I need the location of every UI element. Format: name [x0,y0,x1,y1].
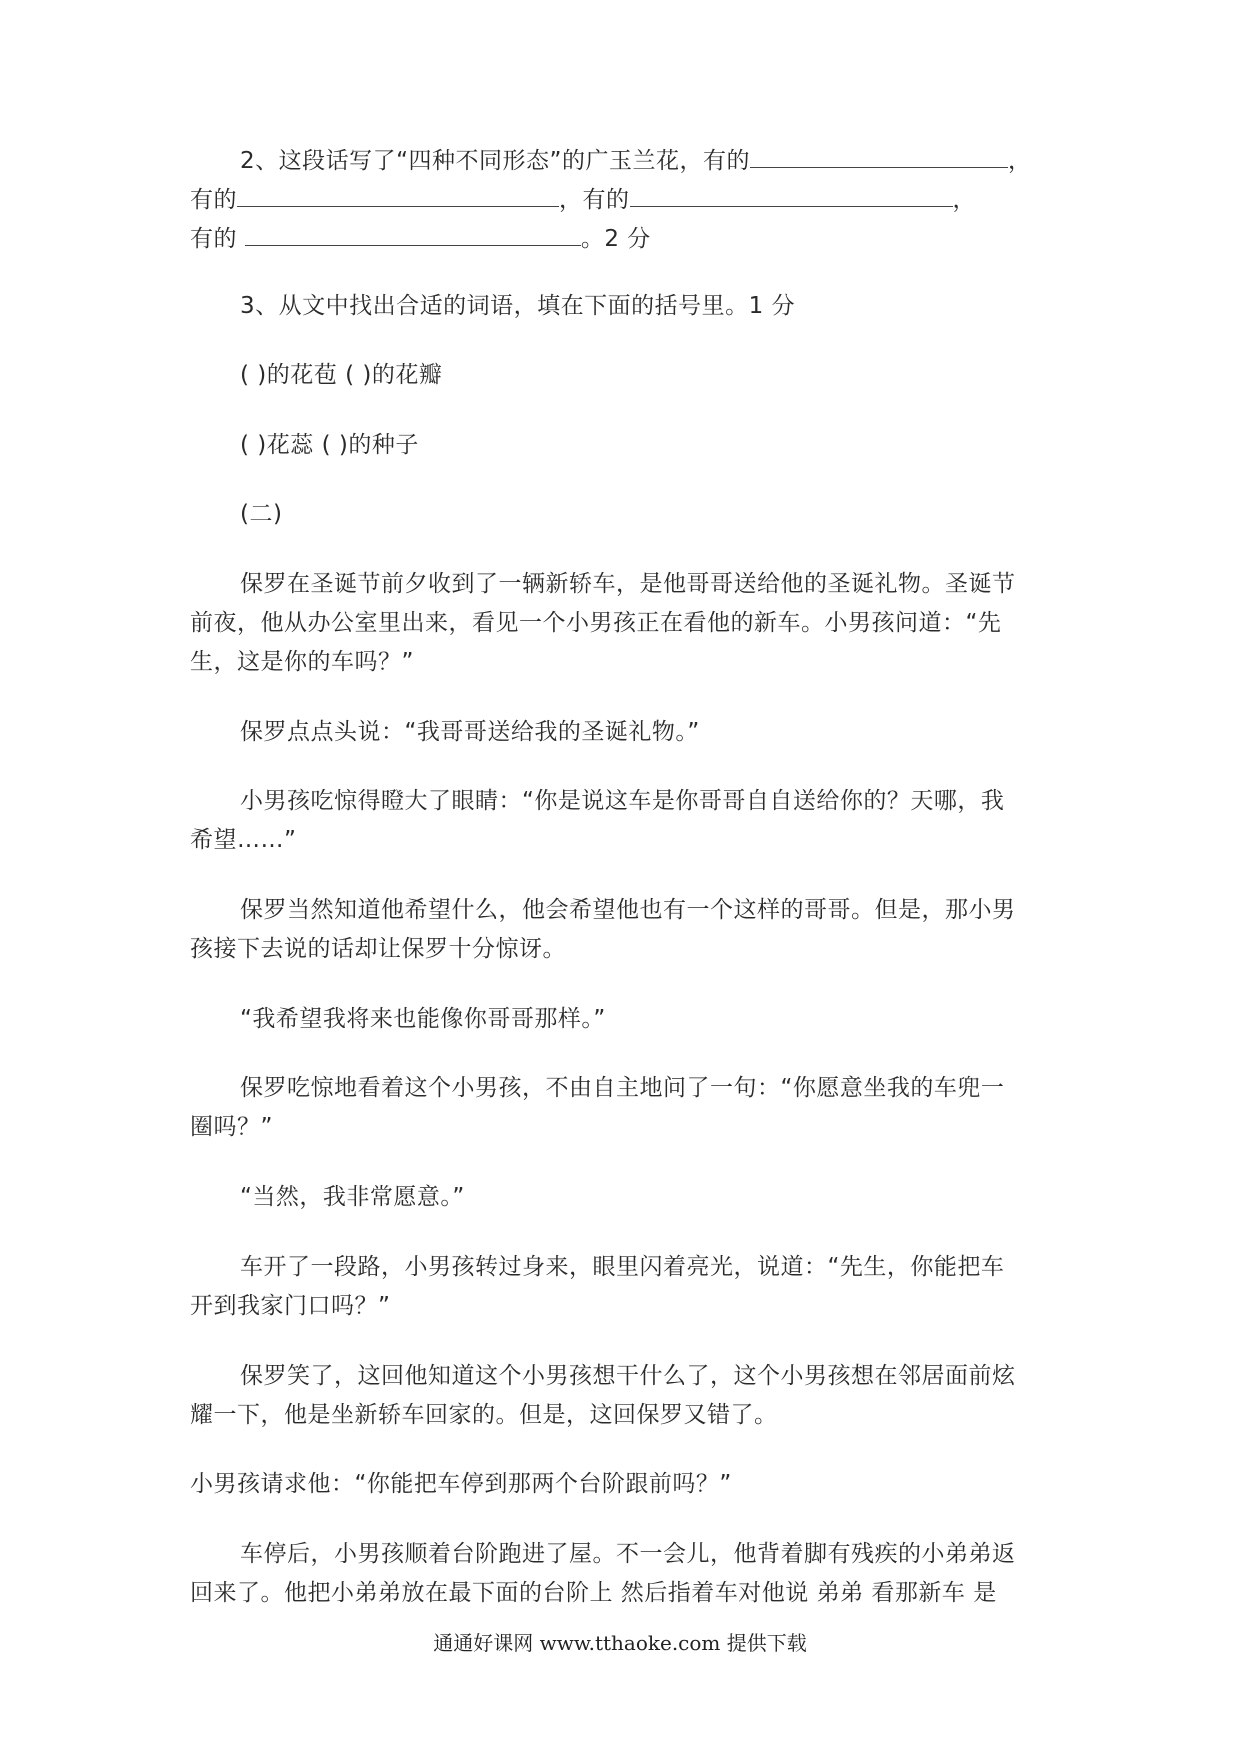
q3-row-2: ( )花蕊 ( )的种子 [240,432,419,458]
answer-blank [237,182,559,207]
story-line: 车停后，小男孩顺着台阶跑进了屋。不一会儿，他背着脚有残疾的小弟弟返 [240,1541,1016,1567]
q2-line-1 [240,143,1031,176]
answer-blank [245,221,581,246]
answer-blank [750,143,1008,168]
q2-label: ，有的 [559,187,630,213]
q2-line-2 [190,182,976,215]
q2-score: 。2 分 [580,226,651,252]
punctuation: ， [1007,148,1032,174]
story-line: 保罗在圣诞节前夕收到了一辆新轿车，是他哥哥送给他的圣诞礼物。圣诞节 [240,571,1016,597]
punctuation: ， [952,187,976,213]
q2-line-3 [190,221,651,254]
story-line: 小男孩请求他：“你能把车停到那两个台阶跟前吗？” [190,1471,732,1497]
q2-label: 有的 [190,226,237,252]
q2-label: 有的 [190,187,237,213]
story-line: 圈吗？” [190,1114,273,1140]
answer-blank [630,182,953,207]
story-line: 孩接下去说的话却让保罗十分惊讶。 [190,936,566,962]
story-line: 希望……” [190,827,297,853]
q3-prompt: 3、从文中找出合适的词语，填在下面的括号里。1 分 [240,293,796,319]
story-line: 保罗点点头说：“我哥哥送给我的圣诞礼物。” [240,719,700,745]
q3-row-1: ( )的花苞 ( )的花瓣 [240,362,443,388]
story-line: 保罗吃惊地看着这个小男孩，不由自主地问了一句：“你愿意坐我的车兜一 [240,1075,1005,1101]
story-line: 回来了。他把小弟弟放在最下面的台阶上 然后指着车对他说 弟弟 看那新车 是 [190,1580,997,1606]
story-line: 生，这是你的车吗？” [190,649,414,675]
q2-text: 2、这段话写了“四种不同形态”的广玉兰花，有的 [240,148,750,174]
story-line: “当然，我非常愿意。” [240,1184,465,1210]
story-line: 前夜，他从办公室里出来，看见一个小男孩正在看他的新车。小男孩问道：“先 [190,610,1002,636]
story-line: 小男孩吃惊得瞪大了眼睛：“你是说这车是你哥哥自自送给你的？天哪，我 [240,788,1005,814]
story-line: 开到我家门口吗？” [190,1293,391,1319]
footer-credit: 通通好课网 www.tthaoke.com 提供下载 [433,1631,807,1655]
story-line: 耀一下，他是坐新轿车回家的。但是，这回保罗又错了。 [190,1402,778,1428]
section-marker: (二) [240,501,283,527]
story-line: 车开了一段路，小男孩转过身来，眼里闪着亮光，说道：“先生，你能把车 [240,1254,1005,1280]
story-line: “我希望我将来也能像你哥哥那样。” [240,1006,606,1032]
story-line: 保罗当然知道他希望什么，他会希望他也有一个这样的哥哥。但是，那小男 [240,897,1016,923]
story-line: 保罗笑了，这回他知道这个小男孩想干什么了，这个小男孩想在邻居面前炫 [240,1363,1016,1389]
